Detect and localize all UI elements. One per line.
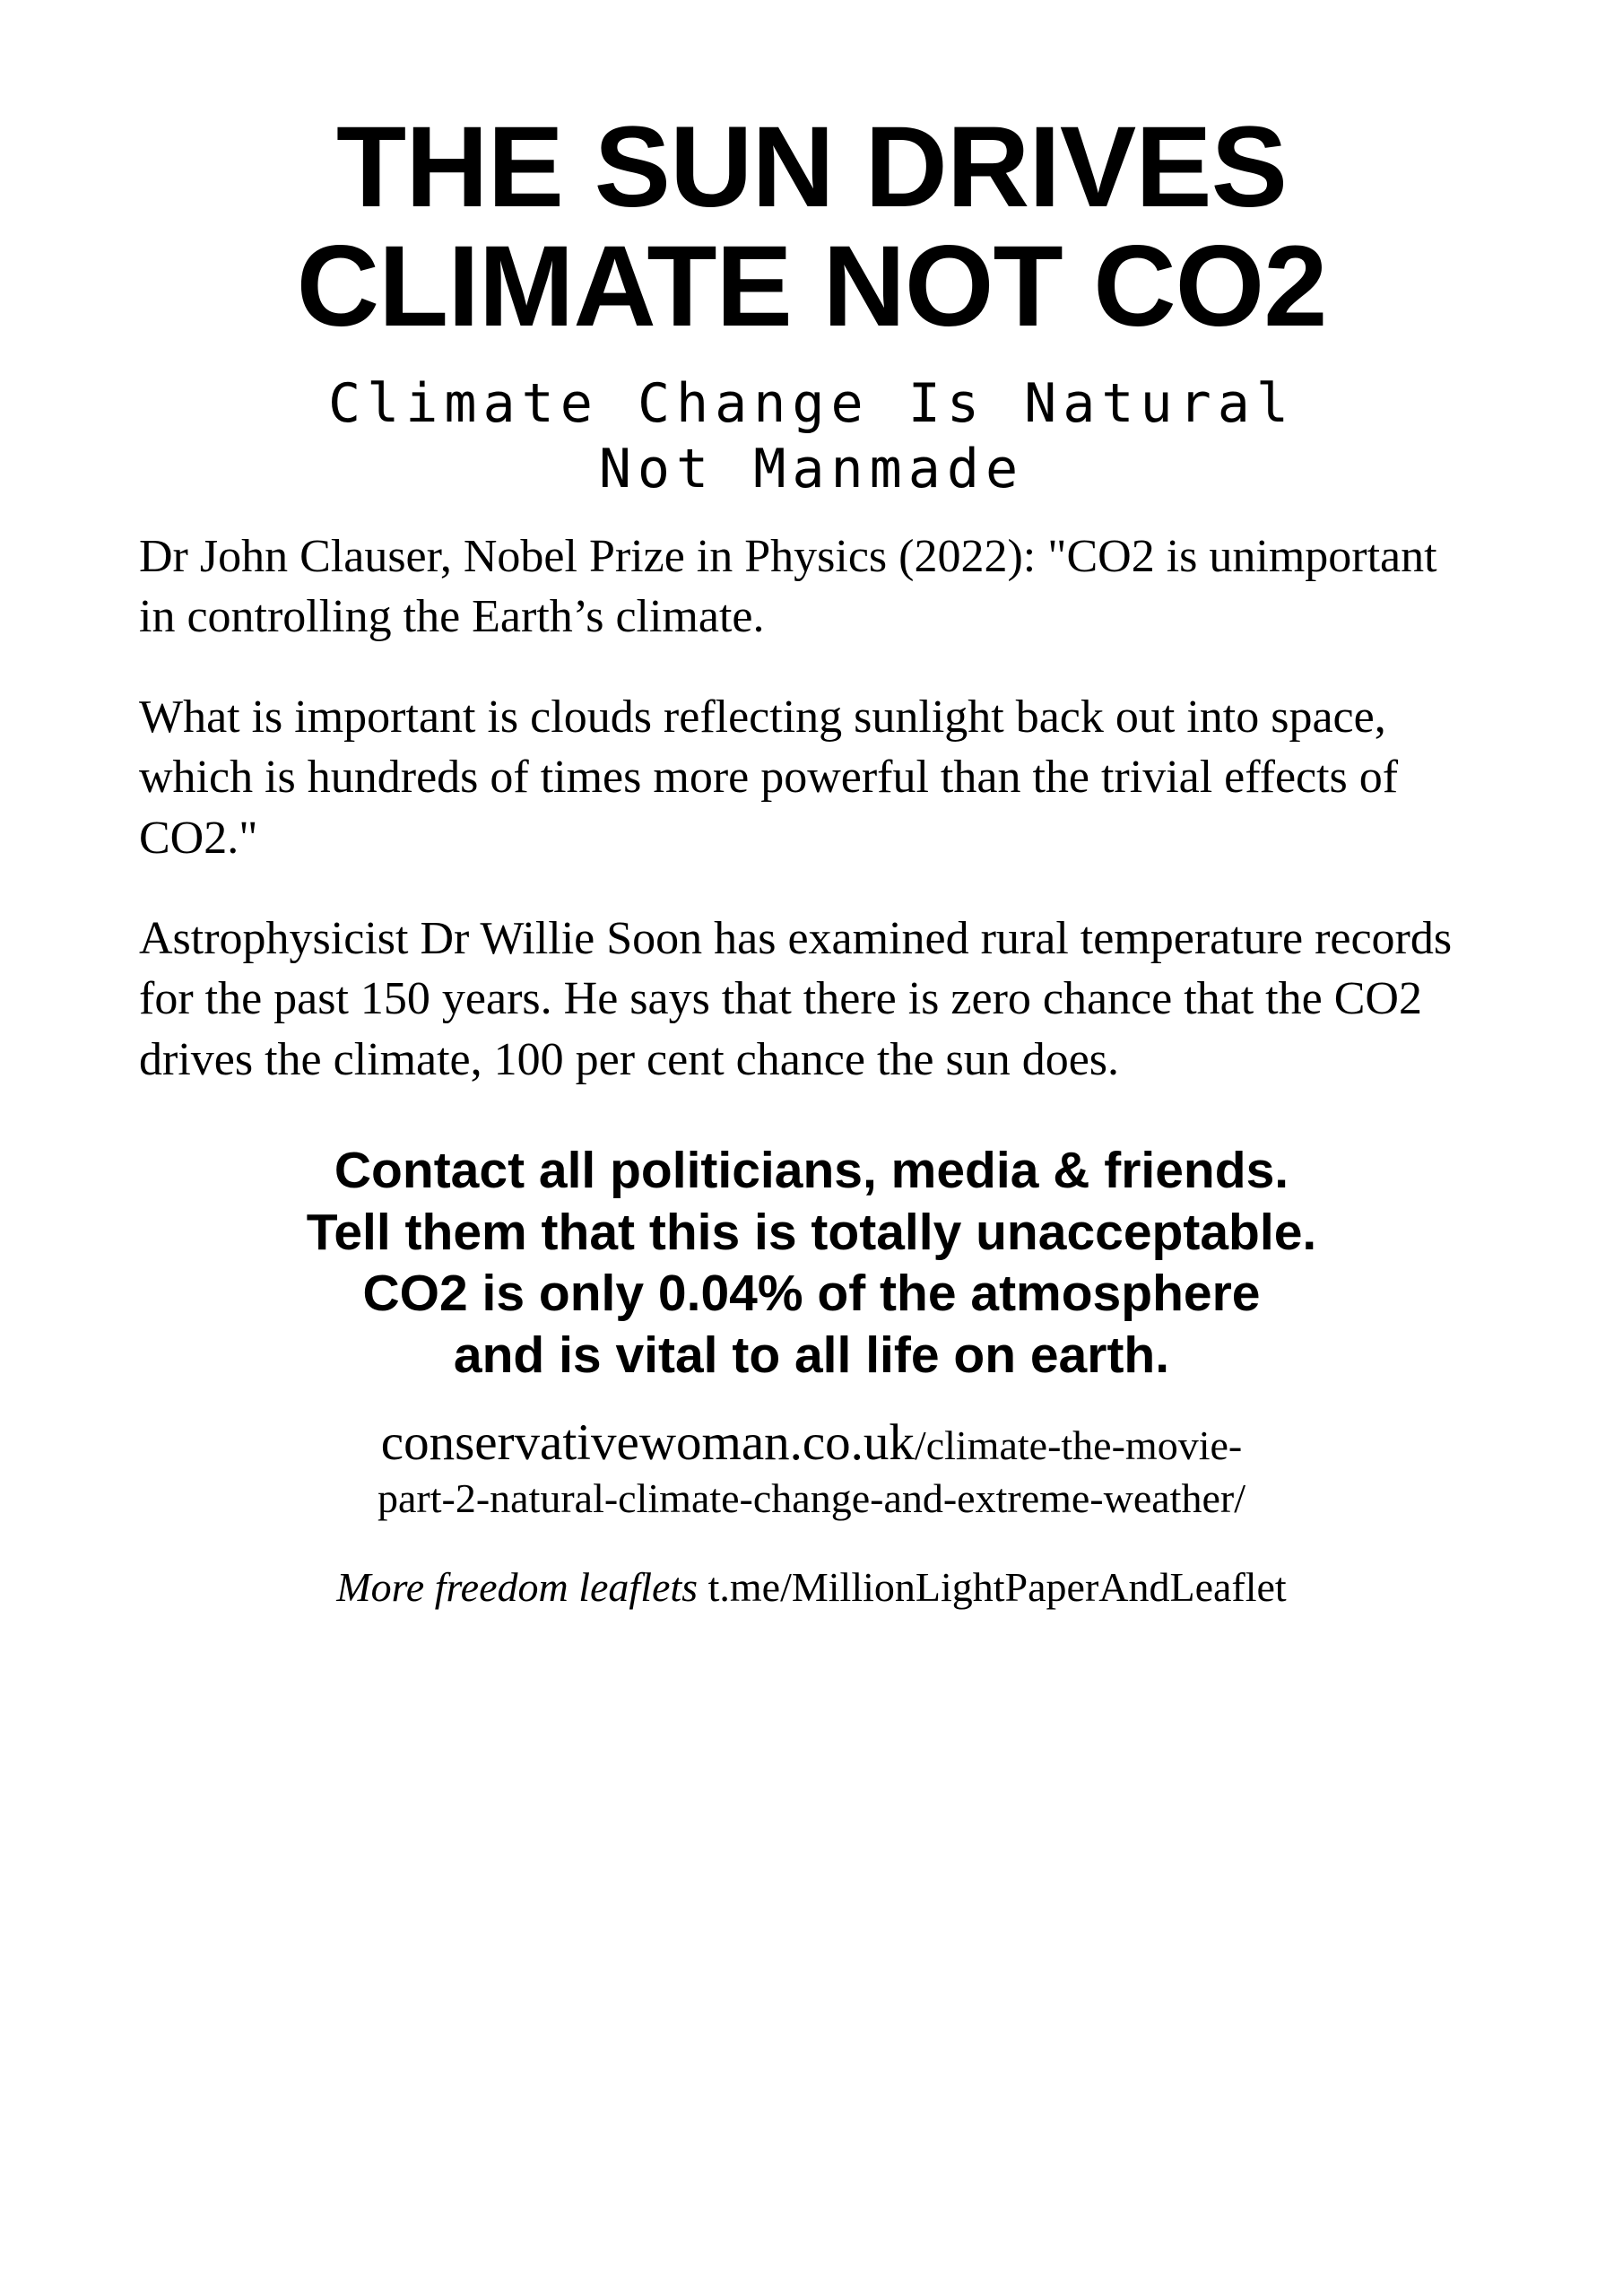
footer-label: More freedom leaflets [336, 1564, 699, 1611]
call-to-action-line-2: Tell them that this is totally unacceptable. [306, 1203, 1317, 1261]
source-url-path-line-1: /climate-the-movie- [914, 1422, 1243, 1468]
page-title [139, 103, 1484, 352]
call-to-action-line-3: CO2 is only 0.04% of the atmosphere [362, 1265, 1261, 1323]
body-paragraph-1: Dr John Clauser, Nobel Prize in Physics (2022): "CO2 is unimportant in controlling the Earth’s climate. [139, 530, 1437, 643]
source-url-domain: conservativewoman.co.uk [380, 1413, 915, 1471]
page-title-line-1: THE SUN DRIVES [336, 103, 1287, 231]
call-to-action [139, 1140, 1484, 1386]
body-paragraph-3: Astrophysicist Dr Willie Soon has examined rural temperature records for the past 150 years. He says that there is zero chance that the CO2 drives the climate, 100 per cent chance the sun does. [139, 912, 1453, 1085]
page-subtitle-line-2: Not Manmade [598, 438, 1025, 501]
footer [139, 1562, 1484, 1612]
call-to-action-line-1: Contact all politicians, media & friends. [334, 1142, 1289, 1200]
source-url-path-line-2: part-2-natural-climate-change-and-extreme-weather/ [378, 1475, 1245, 1522]
body-paragraph-2: What is important is clouds reflecting sunlight back out into space, which is hundreds of times more powerful than the trivial effects of CO2." [139, 691, 1399, 864]
source-url[interactable] [139, 1413, 1484, 1524]
page-subtitle-line-1: Climate Change Is Natural [327, 372, 1296, 436]
page-title-line-2: CLIMATE NOT CO2 [296, 222, 1327, 352]
footer-link[interactable]: t.me/MillionLightPaperAndLeaflet [707, 1564, 1287, 1611]
page-subtitle [139, 371, 1484, 502]
call-to-action-line-4: and is vital to all life on earth. [453, 1326, 1170, 1384]
